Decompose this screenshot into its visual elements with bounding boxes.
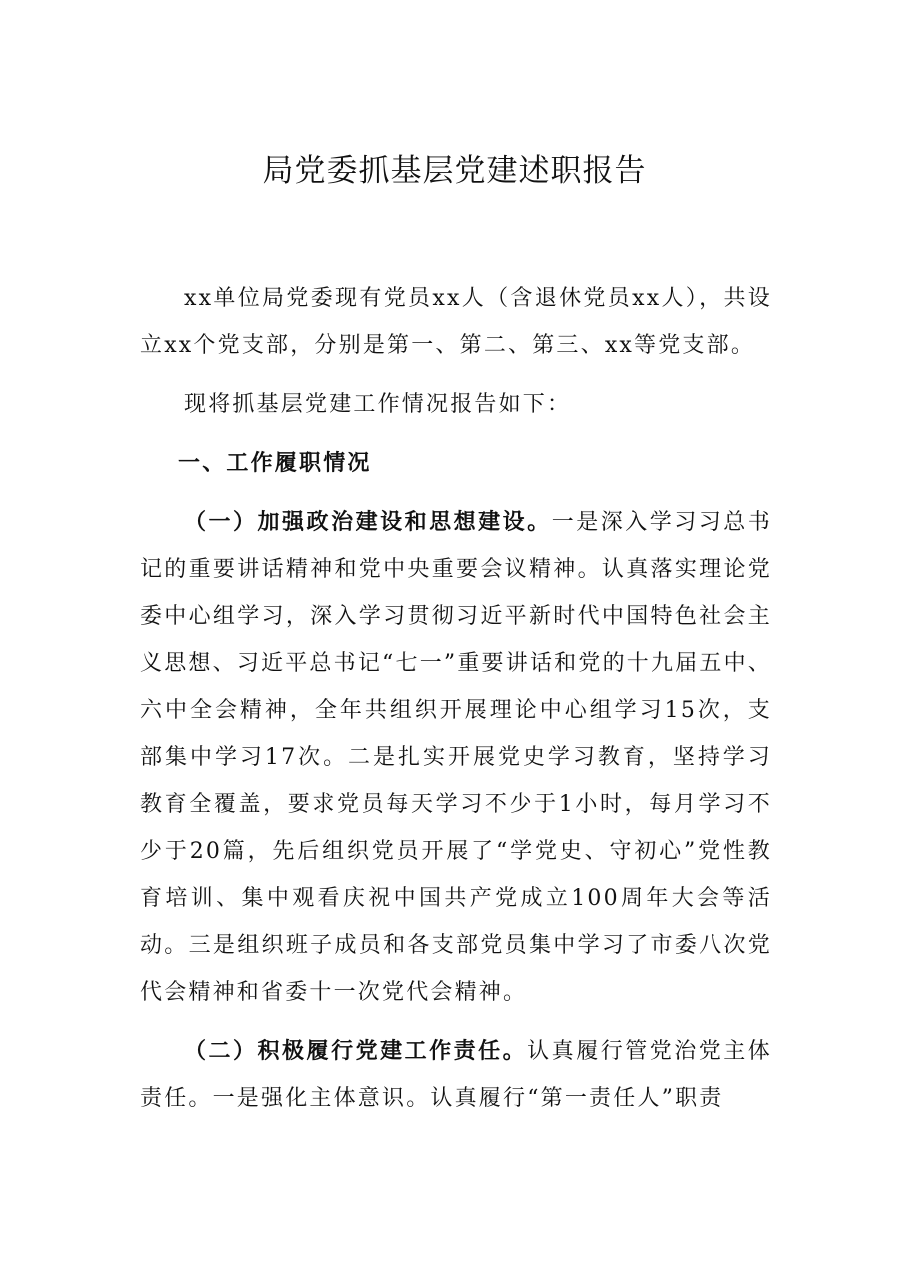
document-title: 局党委抓基层党建述职报告: [262, 153, 647, 189]
item-1-text: 一是深入学习习总书记的重要讲话精神和党中央重要会议精神。认真落实理论党委中心组学习，深入学习贯彻习近平新时代中国特色社会主义思想、习近平总书记“七一”重要讲话和党的十九届五中、六中全会精神，全年共组织开展理论中心组学习15次，支部集中学习17次。二是扎实开展党史学习教育，坚持学习教育全覆盖，要求党员每天学习不少于1小时，每月学习不少于20篇，先后组织党员开展了“学党史、守初心”党性教育培训、集中观看庆祝中国共产党成立100周年大会等活动。三是组织班子成员和各支部党员集中学习了市委八次党代会精神和省委十一次党代会精神。: [140, 510, 772, 1005]
item-2-text: 认真履行管党治党主体责任。一是强化主体意识。认真履行“第一责任人”职责: [140, 1039, 772, 1111]
document-body: [140, 275, 772, 1122]
intro-paragraph-2: 现将抓基层党建工作情况报告如下：: [184, 392, 572, 417]
item-2-paragraph: [140, 1028, 772, 1122]
item-1-lead: （一）加强政治建设和思想建设。: [184, 510, 552, 535]
item-1-paragraph: [140, 499, 772, 1016]
intro-paragraph: xx单位局党委现有党员xx人（含退休党员xx人），共设立xx个党支部，分别是第一、第二、第三、xx等党支部。: [140, 286, 772, 358]
section-heading-1: 一、工作履职情况: [178, 451, 372, 476]
item-2-lead: （二）积极履行党建工作责任。: [184, 1039, 528, 1064]
